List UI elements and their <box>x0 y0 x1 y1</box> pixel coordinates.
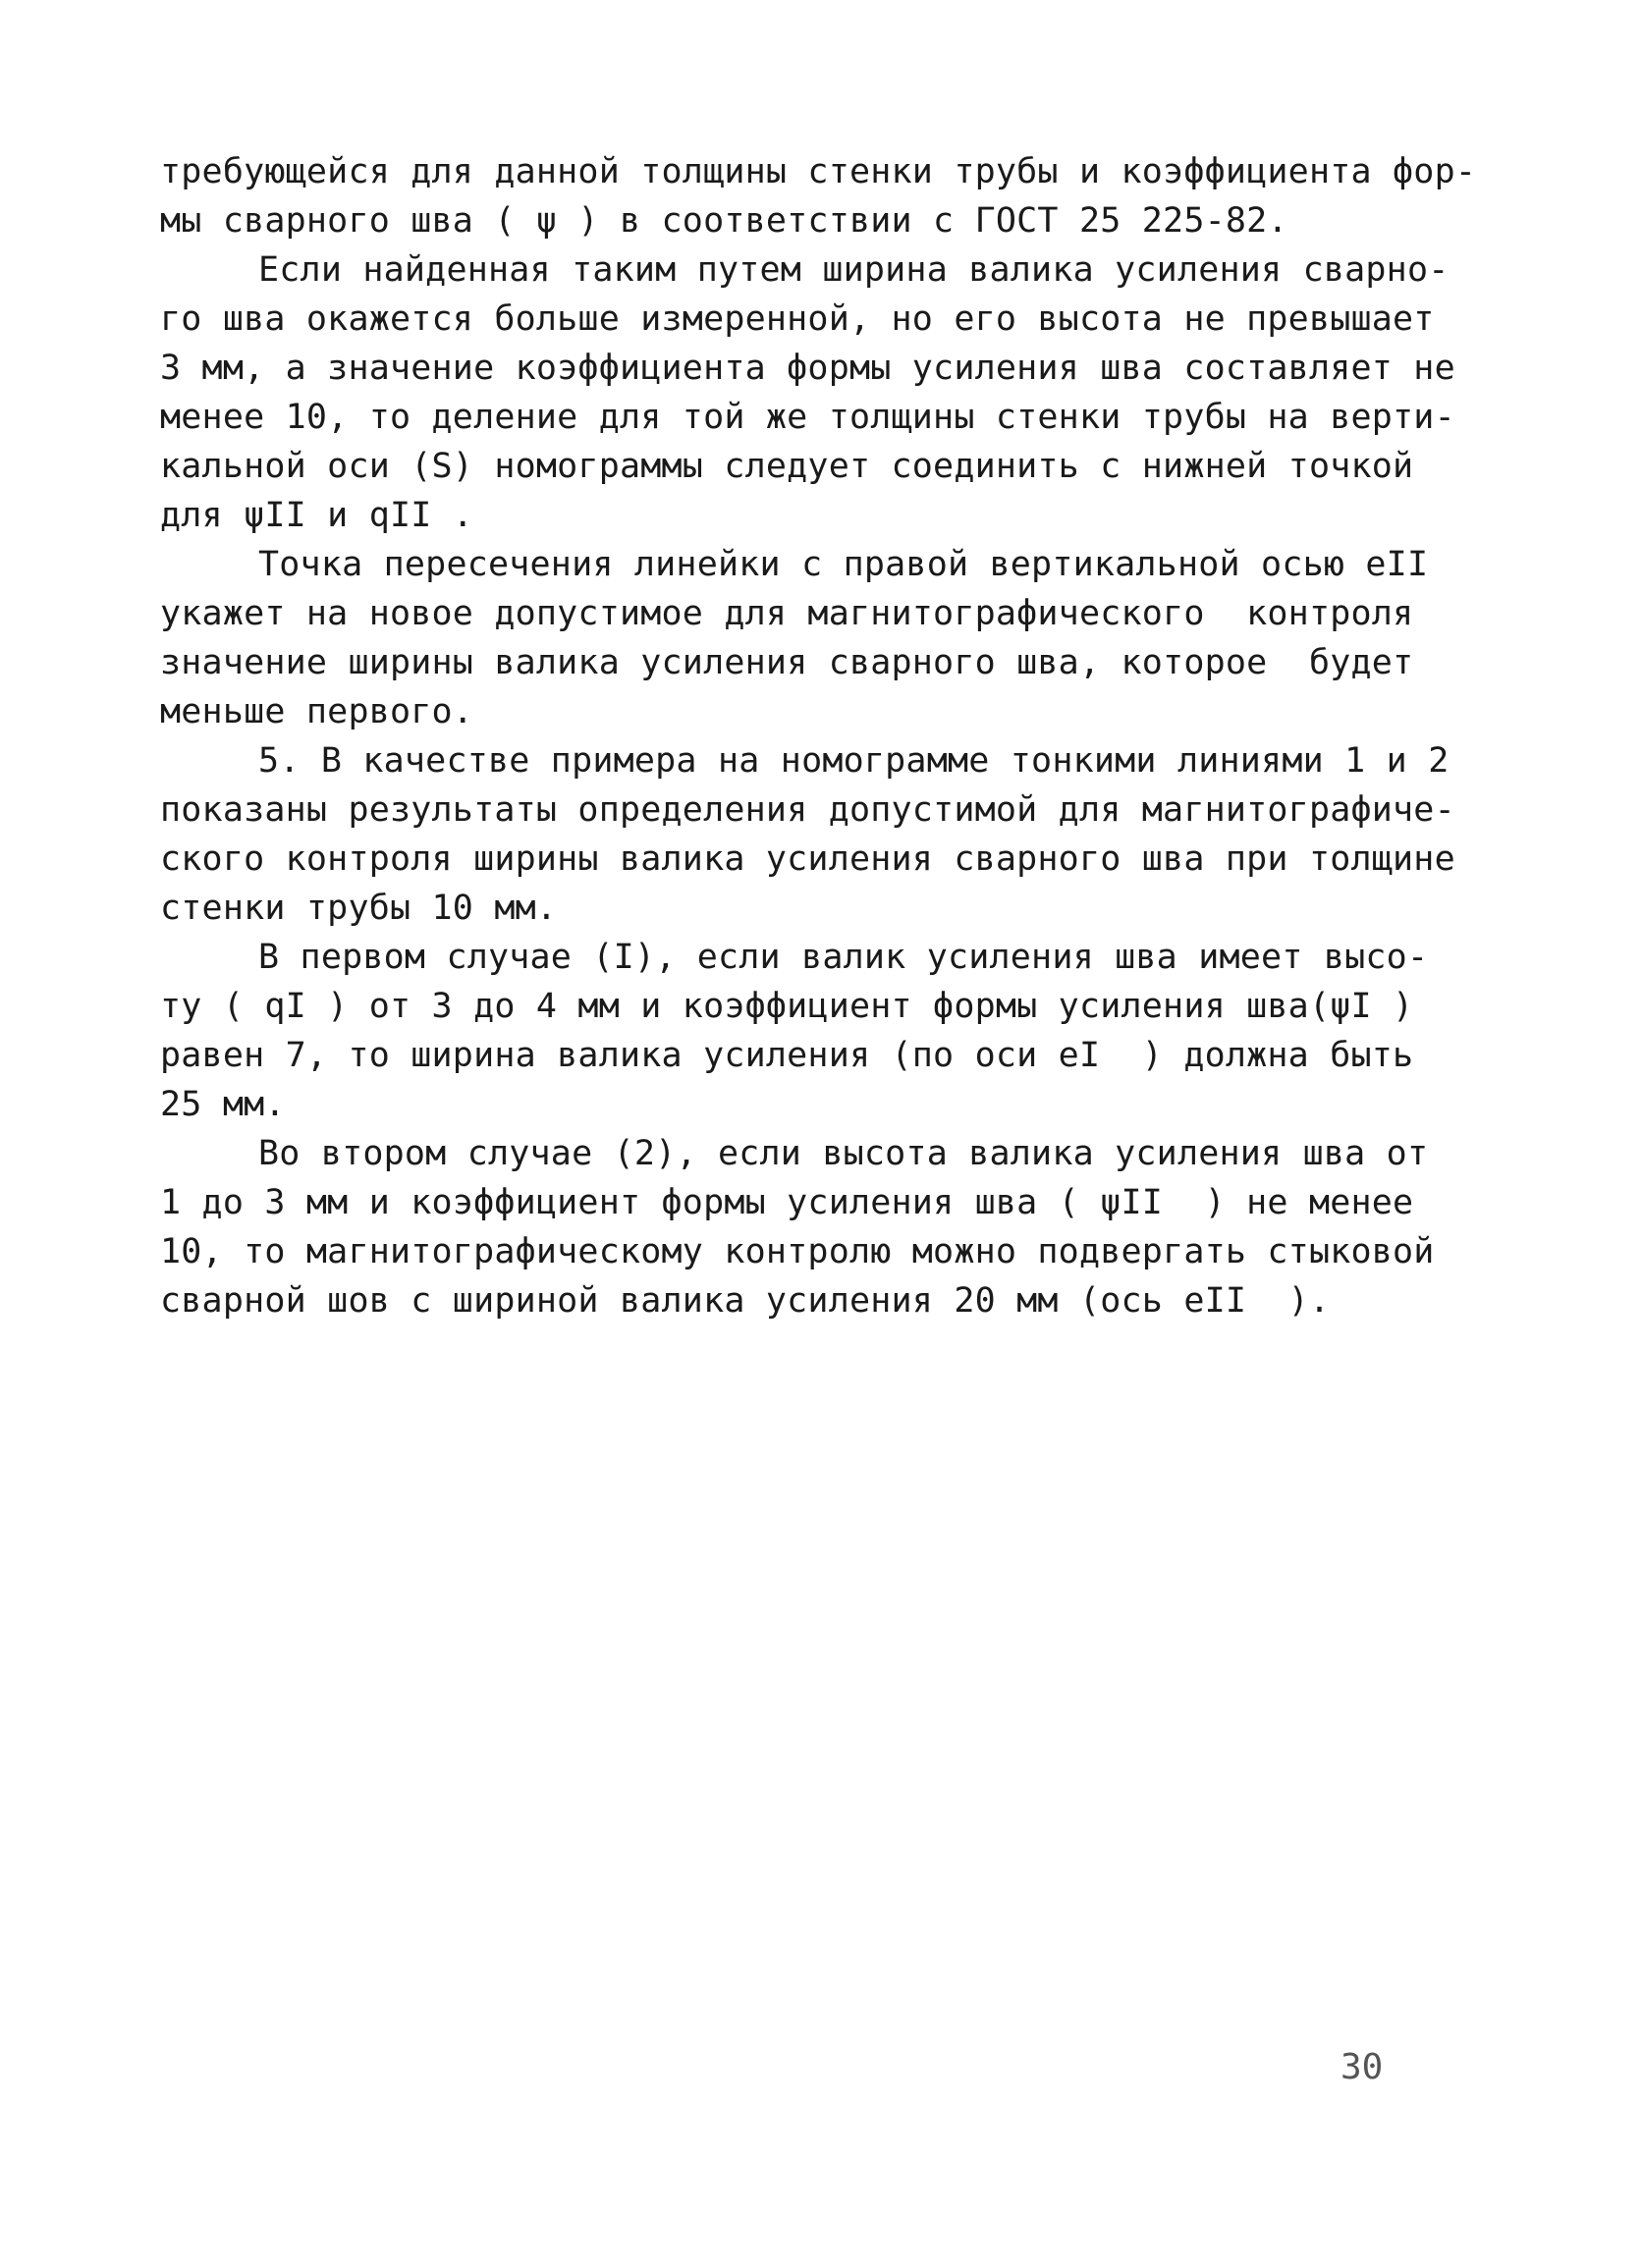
text-line: кальной оси (S) номограммы следует соединить с нижней точкой <box>160 447 1414 486</box>
text-line: Если найденная таким путем ширина валика усиления сварно- <box>258 250 1450 290</box>
text-line: показаны результаты определения допустимой для магнитографиче- <box>160 790 1455 830</box>
text-line: Точка пересечения линейки с правой вертикальной осью eII <box>258 545 1429 584</box>
page-number: 30 <box>1340 2047 1384 2087</box>
text-line: меньше первого. <box>160 692 474 731</box>
text-line: стенки трубы 10 мм. <box>160 889 558 928</box>
text-line: ского контроля ширины валика усиления сварного шва при толщине <box>160 839 1455 879</box>
text-line: мы сварного шва ( ψ ) в соответствии с ГОСТ 25 225-82. <box>160 201 1288 241</box>
text-line: го шва окажется больше измеренной, но его высота не превышает <box>160 299 1435 339</box>
text-line: 3 мм, а значение коэффициента формы усиления шва составляет не <box>160 349 1455 388</box>
text-line: В первом случае (I), если валик усиления шва имеет высо- <box>258 938 1429 977</box>
text-line: укажет на новое допустимое для магнитографического контроля <box>160 594 1414 633</box>
text-line: Во втором случае (2), если высота валика усиления шва от <box>258 1134 1429 1173</box>
text-line: ту ( qI ) от 3 до 4 мм и коэффициент формы усиления шва(ψI ) <box>160 987 1414 1026</box>
text-line: для ψII и qII . <box>160 496 474 535</box>
text-line: сварной шов с шириной валика усиления 20 мм (ось eII ). <box>160 1281 1331 1321</box>
text-line: требующейся для данной толщины стенки трубы и коэффициента фор- <box>160 152 1477 191</box>
text-line: 5. В качестве примера на номограмме тонкими линиями 1 и 2 <box>258 741 1450 781</box>
text-line: равен 7, то ширина валика усиления (по оси eI ) должна быть <box>160 1036 1414 1075</box>
text-line: 10, то магнитографическому контролю можно подвергать стыковой <box>160 1232 1435 1271</box>
text-line: 25 мм. <box>160 1085 286 1124</box>
text-line: менее 10, то деление для той же толщины стенки трубы на верти- <box>160 398 1455 437</box>
text-line: 1 до 3 мм и коэффициент формы усиления шва ( ψII ) не менее <box>160 1183 1414 1222</box>
text-line: значение ширины валика усиления сварного шва, которое будет <box>160 643 1414 682</box>
body-text <box>160 147 1477 1325</box>
